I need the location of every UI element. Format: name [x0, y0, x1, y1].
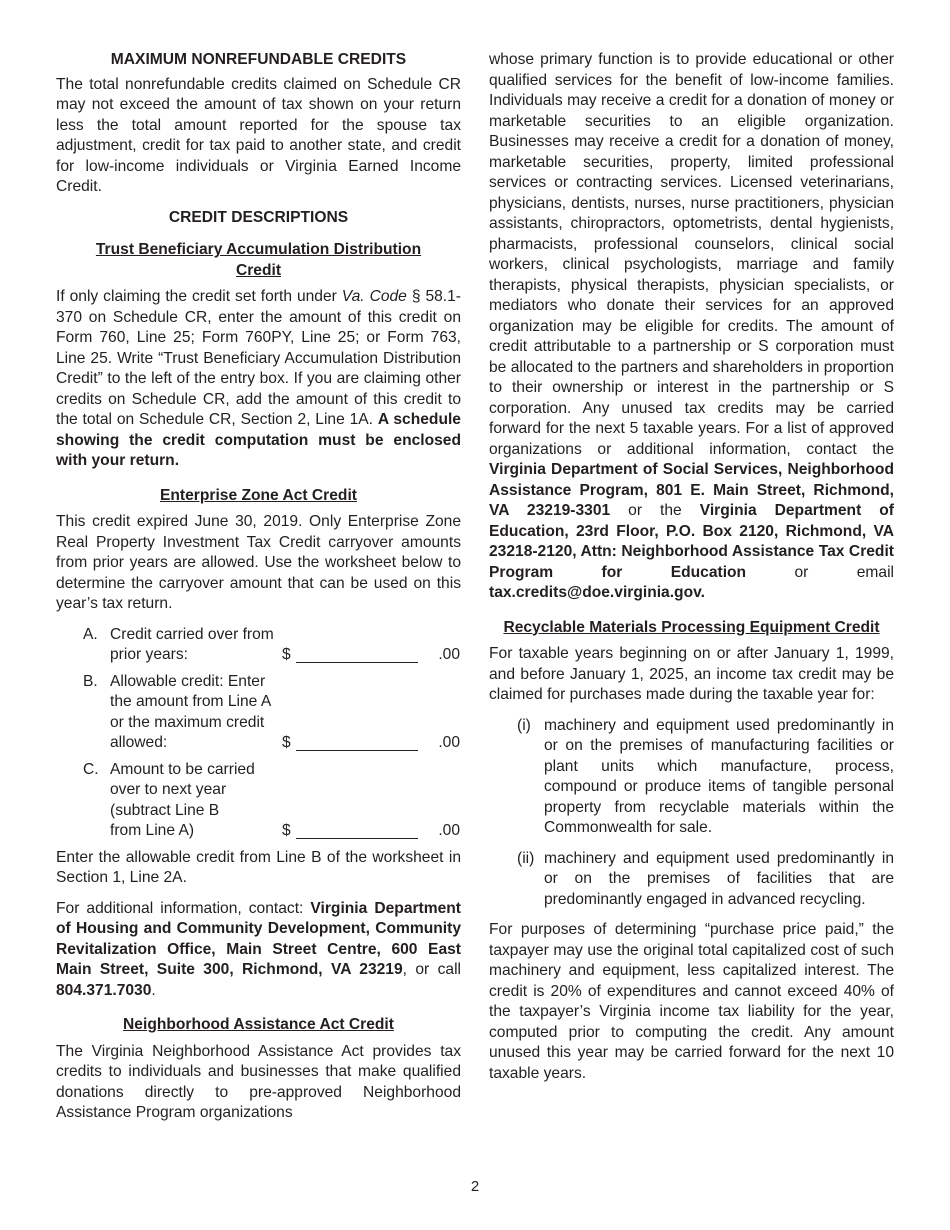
heading-enterprise-zone: Enterprise Zone Act Credit — [160, 486, 357, 504]
worksheet-dollar-sign: $ — [282, 646, 291, 663]
worksheet-desc: Credit carried over from prior years: — [110, 625, 274, 663]
trust-code-ref: Va. Code — [341, 288, 407, 305]
enterprise-contact-paragraph — [56, 899, 461, 1002]
contact-phone: 804.371.7030 — [56, 981, 152, 999]
nap-or: or the — [610, 502, 700, 519]
heading-trust-credit: Trust Beneficiary Accumulation Distribution Credit — [95, 241, 422, 279]
heading-neighborhood-assistance: Neighborhood Assistance Act Credit — [123, 1016, 394, 1033]
contact-mid: , or call — [402, 961, 462, 978]
nap-email: tax.credits@doe.virginia.gov. — [489, 584, 705, 601]
enterprise-paragraph: This credit expired June 30, 2019. Only Enterprise Zone Real Property Investment Tax Credit carryover amounts from prior years are allowed. Use the worksheet below to determine the carryover amount that can be used on this year’s tax return. — [56, 513, 461, 612]
worksheet-cents: .00 — [438, 646, 460, 663]
enterprise-line-b-note: Enter the allowable credit from Line B of the worksheet in Section 1, Line 2A. — [56, 848, 461, 886]
list-item — [517, 716, 894, 839]
nap-dss-address: Virginia Department of Social Services, Neighborhood Assistance Program, 801 E. Main Street, Richmond, VA 23219-3301 — [489, 461, 894, 519]
list-item-number: (i) — [517, 716, 531, 734]
recycle-purchase-price-paragraph: For purposes of determining “purchase price paid,” the taxpayer may use the original total capitalized cost of such machinery and equipment, less capitalized interest. The credit is 20% of expenditures and cannot exceed 40% of the taxpayer’s Virginia income tax liability for the year, computed prior to computing the credit. Any amount unused this year may be carried forward for the next 10 taxable years. — [489, 921, 925, 1082]
worksheet-entry-field-a[interactable] — [296, 646, 418, 663]
worksheet-cents: .00 — [438, 734, 460, 751]
heading-credit-descriptions: CREDIT DESCRIPTIONS — [168, 208, 349, 226]
carryover-worksheet — [83, 625, 461, 842]
list-item-text: machinery and equipment used predominantly in or on the premises of facilities that are predominantly engaged in advanced recycling. — [544, 849, 894, 908]
trust-text-rest: § 58.1-370 on Schedule CR, enter the amount of this credit on Form 760, Line 25; Form 760PY, Line 25; or Form 763, Line 25. Write “Trust Beneficiary Accumulation Distribution Credit” to the left of the entry box. If you are claiming other credits on Schedule CR, add the amount of this credit to the total on Schedule CR, Section 2, Line 1A. — [56, 288, 461, 428]
worksheet-letter: C. — [83, 760, 99, 778]
trust-schedule-note: A schedule showing the credit computation must be enclosed with your return. — [56, 411, 461, 469]
left-column — [56, 50, 461, 1134]
list-item-text: machinery and equipment used predominantly in or on the premises of manufacturing facilities or plant units which manufacture, process, compound or produce items of tangible personal property from recyclable materials within the Commonwealth for sale. — [544, 716, 894, 836]
nap-continued-paragraph — [489, 50, 894, 604]
worksheet-letter: B. — [83, 672, 98, 690]
page-number: 2 — [470, 1178, 480, 1195]
nap-paragraph: The Virginia Neighborhood Assistance Act provides tax credits to individuals and businesses that make qualified donations directly to pre-approved Neighborhood Assistance Program organizations — [56, 1042, 461, 1121]
contact-lead: For additional information, contact: — [56, 899, 311, 917]
right-column — [489, 50, 925, 1094]
worksheet-entry-field-b[interactable] — [296, 734, 418, 751]
contact-address: Virginia Department of Housing and Community Development, Community Revitalization Office, Main Street Centre, 600 East Main Street, Suite 300, Richmond, VA 23219 — [56, 899, 462, 978]
worksheet-desc: Allowable credit: Enter the amount from Line A or the maximum credit allowed: — [110, 672, 272, 751]
worksheet-line-c — [83, 760, 461, 842]
nap-doe-address: Virginia Department of Education, 23rd Floor, P.O. Box 2120, Richmond, VA 23218-2120, Attn: Neighborhood Assistance Tax Credit Program for Education — [489, 502, 894, 581]
worksheet-cents: .00 — [438, 822, 460, 839]
worksheet-desc: Amount to be carried over to next year (subtract Line B from Line A) — [110, 760, 255, 839]
max-credits-paragraph: The total nonrefundable credits claimed on Schedule CR may not exceed the amount of tax shown on your return less the total amount reported for the spouse tax adjustment, credit for tax paid to another state, and credit for low-income individuals or Virginia Earned Income Credit. — [56, 75, 461, 195]
worksheet-line-a — [83, 625, 461, 666]
list-item-number: (ii) — [517, 849, 535, 867]
recycle-paragraph: For taxable years beginning on or after January 1, 1999, and before January 1, 2025, an income tax credit may be claimed for purchases made during the taxable year for: — [489, 645, 894, 703]
worksheet-entry-field-c[interactable] — [296, 822, 418, 839]
worksheet-dollar-sign: $ — [282, 822, 291, 839]
worksheet-dollar-sign: $ — [282, 734, 291, 751]
list-item — [517, 849, 894, 911]
worksheet-line-b — [83, 672, 461, 754]
trust-text: If only claiming the credit set forth under — [56, 288, 342, 305]
heading-recyclable-materials: Recyclable Materials Processing Equipment Credit — [503, 618, 880, 636]
heading-max-credits: MAXIMUM NONREFUNDABLE CREDITS — [110, 51, 407, 68]
nap-cont-text: whose primary function is to provide educational or other qualified services for the benefit of low-income families. Individuals may receive a credit for a donation of money or marketable securities to an eligible organization. Businesses may receive a credit for a donation of money, marketable securities, property, limited professional services or contracting services. Licensed veterinarians, physicians, dentists, nurses, nurse practitioners, physician assistants, chiropractors, optometrists, dental hygienists, pharmacists, professional counselors, clinical social workers, clinical psychologists, marriage and family therapists, physical therapists, physician specialists, or mediators who donate their services for an approved organization may be eligible for credits. The amount of credit attributable to a partnership or S corporation must be allocated to the partners and shareholders in proportion to their ownership or interest in the partnership or S corporation. Any unused tax credits may be carried forward for the next 5 taxable years. For a list of approved organizations or additional information, contact the — [489, 51, 894, 458]
contact-end: . — [151, 981, 156, 999]
nap-email-lead: or email — [746, 563, 894, 581]
worksheet-letter: A. — [83, 625, 98, 643]
trust-paragraph — [56, 287, 461, 472]
